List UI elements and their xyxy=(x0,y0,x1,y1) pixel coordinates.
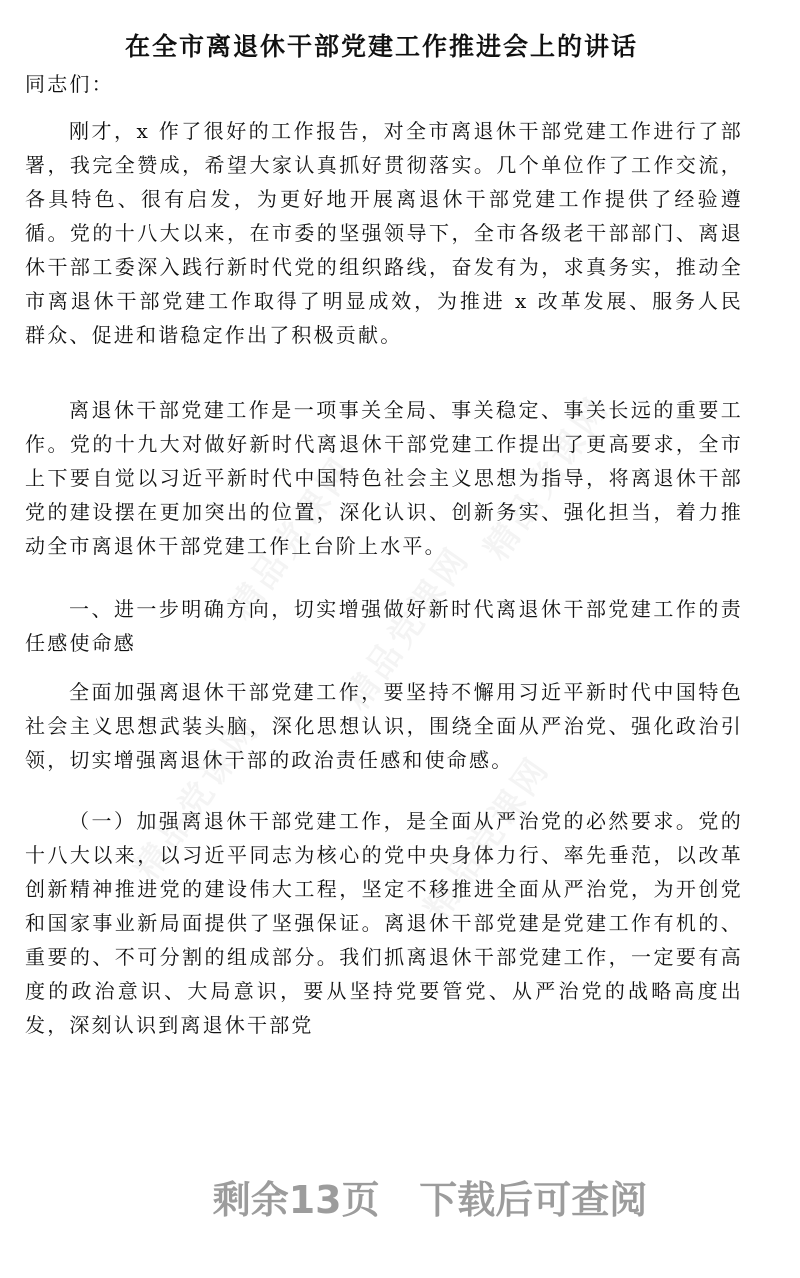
document-title: 在全市离退休干部党建工作推进会上的讲话 xyxy=(124,31,638,61)
paragraph: 全面加强离退休干部党建工作，要坚持不懈用习近平新时代中国特色社会主义思想武装头脑，深化思想认识，围绕全面从严治党、强化政治引领，切实增强离退休干部的政治责任感和使命感。 xyxy=(25,680,743,772)
section-heading: 一、进一步明确方向，切实增强做好新时代离退休干部党建工作的责任感使命感 xyxy=(25,597,743,655)
salutation: 同志们： xyxy=(25,72,114,96)
paragraph: （一）加强离退休干部党建工作，是全面从严治党的必然要求。党的十八大以来，以习近平同志为核心的党中央身体力行、率先垂范，以改革创新精神推进党的建设伟大工程，坚定不移推进全面从严治党，为开创党和国家事业新局面提供了坚强保证。离退休干部党建是党建工作有机的、重要的、不可分割的组成部分。我们抓离退休干部党建工作，一定要有高度的政治意识、大局意识，要从坚持党要管党、从严治党的战略高度出发，深刻认识到离退休干部党 xyxy=(25,809,743,1037)
paragraph: 离退休干部党建工作是一项事关全局、事关稳定、事关长远的重要工作。党的十九大对做好新时代离退休干部党建工作提出了更高要求，全市上下要自觉以习近平新时代中国特色社会主义思想为指导，将离退休干部党的建设摆在更加突出的位置，深化认识、创新务实、强化担当，着力推动全市离退休干部党建工作上台阶上水平。 xyxy=(25,398,743,558)
document-body xyxy=(25,67,743,1042)
remaining-pages-banner[interactable]: 剩余13页 下载后可查阅 xyxy=(212,1178,648,1222)
paragraph: 刚才，x 作了很好的工作报告，对全市离退休干部党建工作进行了部署，我完全赞成，希望大家认真抓好贯彻落实。几个单位作了工作交流，各具特色、很有启发，为更好地开展离退休干部党建工作提供了经验遵循。党的十八大以来，在市委的坚强领导下，全市各级老干部部门、离退休干部工委深入践行新时代党的组织路线，奋发有为，求真务实，推动全市离退休干部党建工作取得了明显成效，为推进 x 改革发展、服务人民群众、促进和谐稳定作出了积极贡献。 xyxy=(25,119,743,347)
